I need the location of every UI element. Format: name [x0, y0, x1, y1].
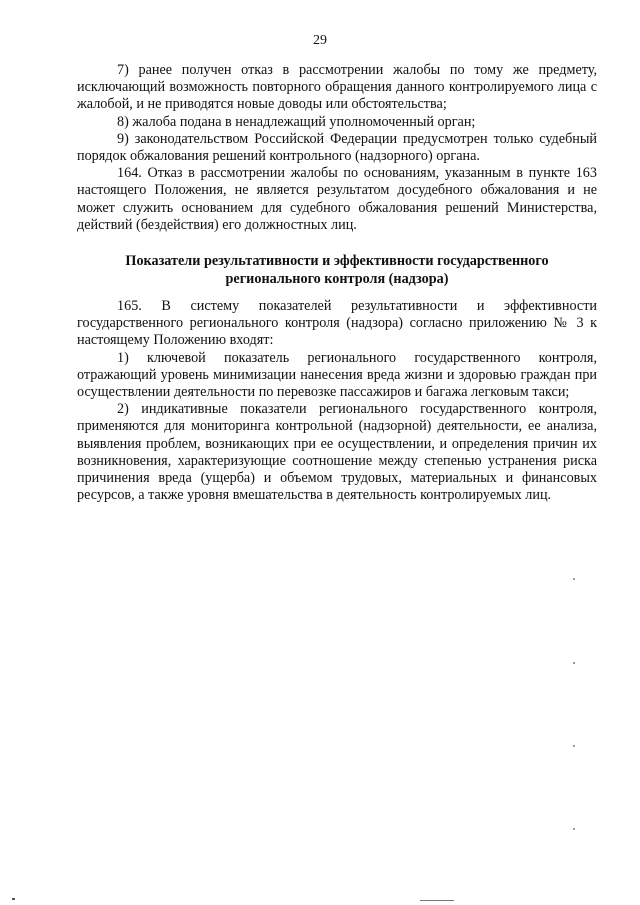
section-heading: [77, 253, 597, 288]
paragraph-165-item-1: 1) ключевой показатель регионального государственного контроля, отражающий уровень минимизации нанесения вреда жизни и здоровью граждан при осуществлении деятельности по перевозке пассажиров и багажа легковым такси;: [77, 349, 597, 401]
paragraph-item-9: 9) законодательством Российской Федерации предусмотрен только судебный порядок обжалования решений контрольного (надзорного) органа.: [77, 130, 597, 165]
section-heading-line-1: Показатели результативности и эффективности государственного: [125, 253, 549, 269]
margin-mark: [573, 745, 575, 747]
scan-artifact-line: [420, 900, 454, 901]
paragraph-164: 164. Отказ в рассмотрении жалобы по основаниям, указанным в пункте 163 настоящего Положения, не является результатом досудебного обжалования и не может служить основанием для судебного обжалования решений Министерства, действий (бездействия) его должностных лиц.: [77, 165, 597, 233]
text-section-indicators: [77, 298, 597, 504]
paragraph-item-8: 8) жалоба подана в ненадлежащий уполномоченный орган;: [117, 113, 476, 130]
section-heading-line-2: регионального контроля (надзора): [225, 270, 449, 287]
paragraph-165-item-2: 2) индикативные показатели регионального государственного контроля, применяются для мониторинга контрольной (надзорной) деятельности, ее анализа, выявления проблем, возникающих при ее осуществлении, и определения причин их возникновения, характеризующие соотношение между степенью устранения риска причинения вреда (ущерба) и объемом трудовых, материальных и финансовых ресурсов, а также уровня вмешательства в деятельность контролируемых лиц.: [77, 401, 597, 504]
scan-artifact-dot: [12, 898, 15, 900]
paragraph-item-7: 7) ранее получен отказ в рассмотрении жалобы по тому же предмету, исключающий возможность повторного обращения данного контролируемого лица с жалобой, и не приводятся новые доводы или обстоятельства;: [77, 62, 597, 113]
margin-mark: [573, 662, 575, 664]
text-section-complaint-refusal: [77, 62, 597, 234]
page-number: 29: [313, 33, 327, 48]
margin-mark: [573, 828, 575, 830]
margin-mark: [573, 578, 575, 580]
paragraph-165: 165. В систему показателей результативности и эффективности государственного регионального контроля (надзора) согласно приложению № 3 к настоящему Положению входят:: [77, 298, 597, 349]
